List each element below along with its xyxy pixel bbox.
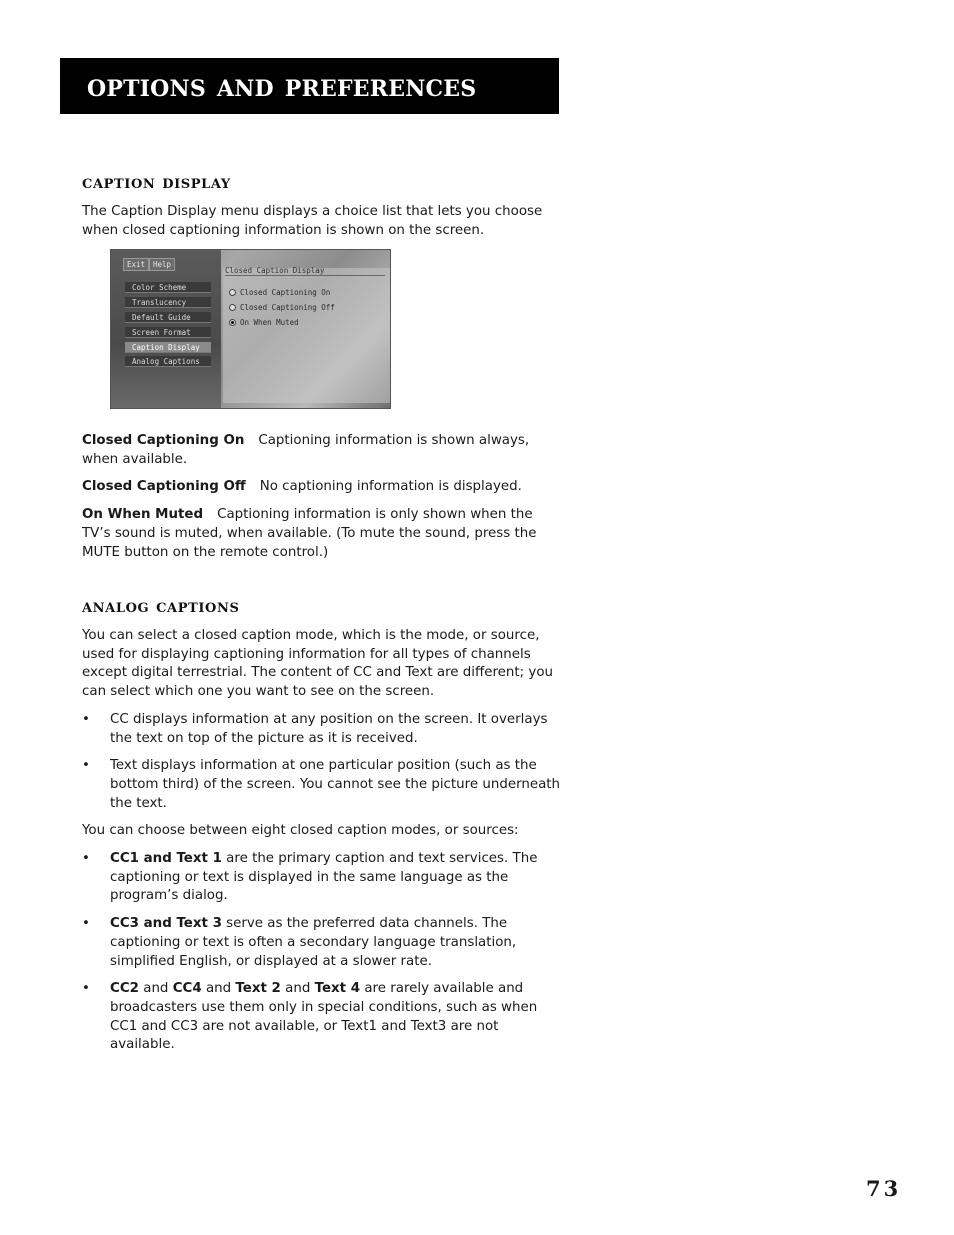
menu-item-color-scheme: Color Scheme — [125, 282, 211, 293]
list-item: • CC displays information at any position on the screen. It overlays the text on top of the picture as it is received. — [82, 711, 560, 748]
menu-item-screen-format: Screen Format — [125, 327, 211, 338]
option-on-when-muted — [229, 318, 299, 327]
page-title: options and preferences — [87, 68, 477, 104]
definition-cc-on: Closed Captioning On Captioning information is shown always, when available. — [82, 433, 530, 467]
caption-display-section — [82, 172, 560, 240]
panel-title: Closed Caption Display — [225, 266, 385, 276]
menu-item-caption-display: Caption Display — [125, 342, 211, 353]
analog-captions-intro: You can select a closed caption mode, which is the mode, or source, used for displaying captioning information for all types of channels except digital terrestrial. The content of CC and Text are different; you can select which one you want to see on the screen. — [82, 628, 554, 700]
radio-icon — [229, 304, 236, 311]
option-closed-captioning-off — [229, 303, 335, 312]
help-button: Help — [149, 258, 175, 271]
option-closed-captioning-on — [229, 288, 330, 297]
caption-display-intro: The Caption Display menu displays a choice list that lets you choose when closed captioning information is shown on the screen. — [82, 204, 543, 238]
radio-icon — [229, 289, 236, 296]
definition-cc-off: Closed Captioning Off No captioning information is displayed. — [82, 479, 522, 495]
list-item: • CC1 and Text 1 are the primary caption and text services. The captioning or text is displayed in the same language as the program’s dialog. — [82, 850, 560, 906]
list-item: • CC2 and CC4 and Text 2 and Text 4 are rarely available and broadcasters use them only in special conditions, such as when CC1 and CC3 are not available, or Text1 and Text3 are not available. — [82, 980, 560, 1055]
choose-modes-text: You can choose between eight closed caption modes, or sources: — [82, 823, 519, 839]
menu-item-analog-captions: Analog Captions — [125, 356, 211, 367]
menu-item-default-guide: Default Guide — [125, 312, 211, 323]
caption-display-heading: caption display — [82, 172, 231, 193]
cc-text-bullets — [82, 711, 560, 814]
caption-definitions — [82, 432, 560, 562]
title-banner — [60, 58, 559, 114]
analog-captions-section — [82, 596, 560, 1055]
radio-selected-icon — [229, 319, 236, 326]
exit-button: Exit — [123, 258, 149, 271]
caption-modes-list — [82, 850, 560, 1055]
definition-on-when-muted: On When Muted Captioning information is only shown when the TV’s sound is muted, when available. (To mute the sound, press the MUTE button on the remote control.) — [82, 507, 537, 560]
option-label: On When Muted — [240, 318, 299, 327]
menu-item-translucency: Translucency — [125, 297, 211, 308]
option-label: Closed Captioning Off — [240, 303, 335, 312]
caption-display-screenshot — [110, 249, 391, 409]
page-number: 73 — [866, 1176, 902, 1201]
list-item: • Text displays information at one particular position (such as the bottom third) of the screen. You cannot see the picture underneath the text. — [82, 757, 560, 813]
option-label: Closed Captioning On — [240, 288, 331, 297]
analog-captions-heading: analog captions — [82, 596, 240, 617]
list-item: • CC3 and Text 3 serve as the preferred data channels. The captioning or text is often a secondary language translation, simplified English, or displayed at a slower rate. — [82, 915, 560, 971]
